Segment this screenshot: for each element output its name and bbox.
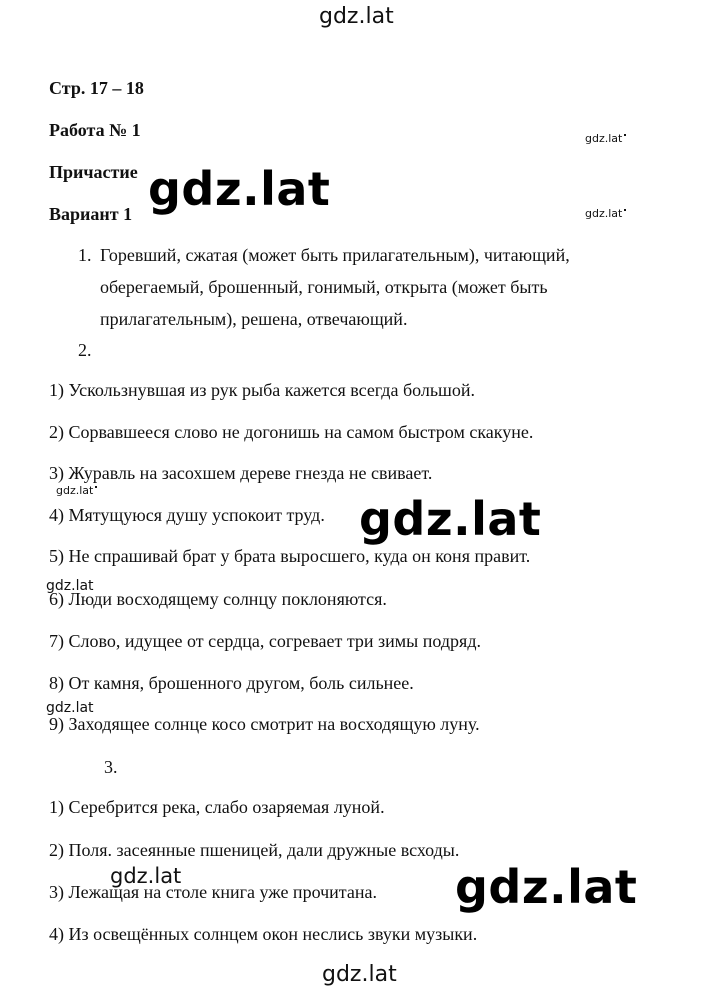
topic-title: Причастие [49, 162, 138, 182]
task2-item: 4) Мятущуюся душу успокоит труд. [49, 505, 325, 525]
watermark-bottom: gdz.lat [322, 962, 397, 987]
task2-item: 1) Ускользнувшая из рук рыба кажется всегда большой. [49, 380, 476, 400]
task1-line: прилагательным), решена, отвечающий. [100, 309, 408, 329]
page-range-heading: Стр. 17 – 18 [49, 78, 144, 98]
task-number: 1. [78, 245, 92, 265]
watermark-small [585, 132, 626, 145]
watermark-dot [95, 486, 97, 488]
watermark-medium: gdz.lat [46, 700, 94, 716]
watermark-small-text: gdz.lat [585, 207, 623, 220]
watermark-dot [624, 134, 626, 136]
watermark-small [585, 207, 626, 220]
watermark-medium: gdz.lat [46, 578, 94, 594]
watermark-big: gdz.lat [148, 162, 331, 216]
watermark-small [56, 484, 97, 497]
work-title: Работа № 1 [49, 120, 141, 140]
watermark-medium: gdz.lat [110, 864, 182, 888]
task2-item: 2) Сорвавшееся слово не догонишь на самом быстром скакуне. [49, 422, 534, 442]
task-number: 2. [78, 340, 92, 360]
task1-line: оберегаемый, брошенный, гонимый, открыта (может быть [100, 277, 548, 297]
task3-item: 3) Лежащая на столе книга уже прочитана. [49, 882, 377, 902]
variant-title: Вариант 1 [49, 204, 133, 224]
task2-item: 7) Слово, идущее от сердца, согревает три зимы подряд. [49, 631, 481, 651]
task2-item: 9) Заходящее солнце косо смотрит на восходящую луну. [49, 714, 480, 734]
watermark-top: gdz.lat [319, 4, 394, 29]
task2-item: 6) Люди восходящему солнцу поклоняются. [49, 589, 387, 609]
watermark-dot [624, 209, 626, 211]
task-number: 3. [104, 757, 118, 777]
task2-item: 3) Журавль на засохшем дереве гнезда не свивает. [49, 463, 433, 483]
watermark-big: gdz.lat [359, 492, 542, 546]
task2-item: 8) От камня, брошенного другом, боль сильнее. [49, 673, 414, 693]
task3-item: 4) Из освещённых солнцем окон неслись звуки музыки. [49, 924, 478, 944]
task2-item: 5) Не спрашивай брат у брата выросшего, куда он коня правит. [49, 546, 531, 566]
task3-item: 2) Поля. засеянные пшеницей, дали дружные всходы. [49, 840, 460, 860]
watermark-big: gdz.lat [455, 860, 638, 914]
task1-line: Горевший, сжатая (может быть прилагательным), читающий, [100, 245, 570, 265]
task3-item: 1) Серебрится река, слабо озаряемая луной. [49, 797, 385, 817]
watermark-small-text: gdz.lat [585, 132, 623, 145]
watermark-small-text: gdz.lat [56, 484, 94, 497]
